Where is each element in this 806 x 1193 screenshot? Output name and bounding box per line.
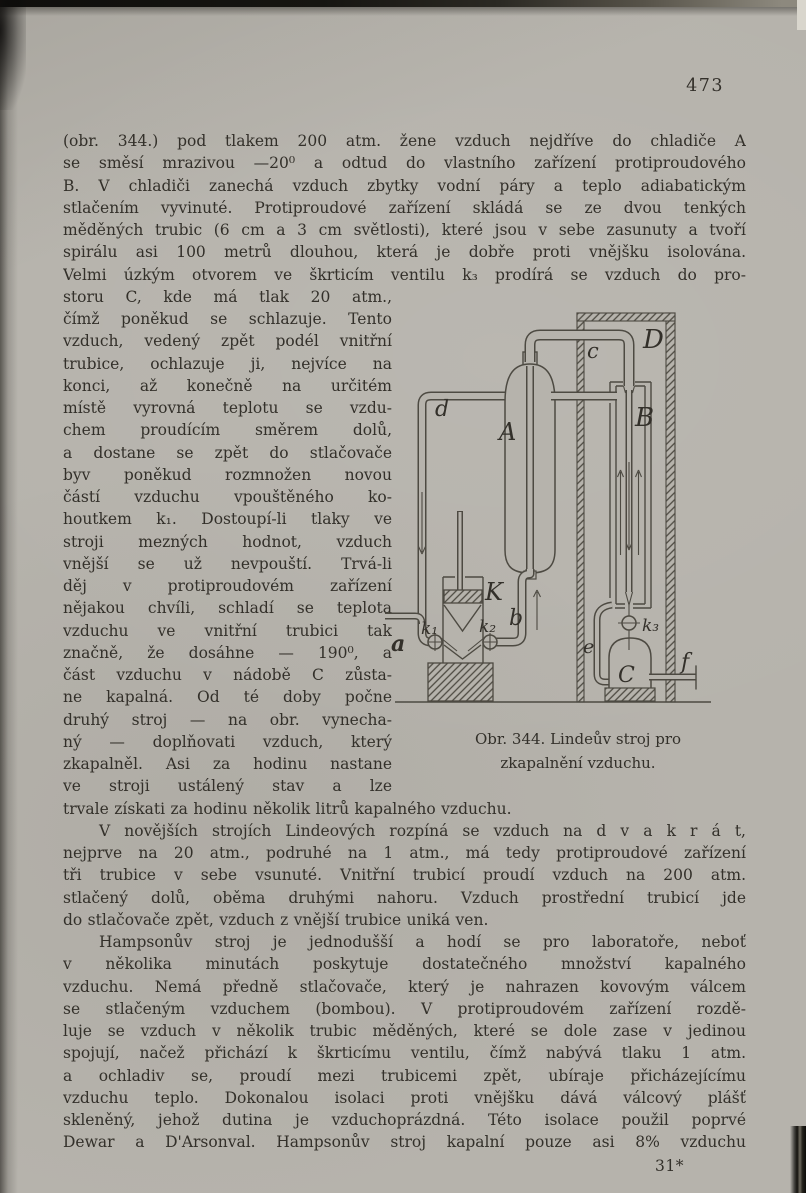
label-d: d (435, 397, 450, 422)
text-line: se stlačeným vzduchem (bombou). V protiproudovém zařízení rozdě- (63, 999, 746, 1018)
text-line: Velmi úzkým otvorem ve škrticím ventilu k₃ prodírá se vzduch do pro- (63, 265, 746, 284)
text-line: trubice, ochlazuje ji, nejvíce na (63, 354, 392, 373)
label-c: c (587, 339, 599, 363)
scan-edge-bottom-right (790, 1126, 806, 1193)
figure-caption (408, 727, 748, 775)
text-line: vzduchu ve vnitřní trubici tak (63, 621, 392, 640)
label-a: a (391, 631, 406, 657)
flow-arrow-up-icon (534, 590, 541, 630)
text-line: B. V chladiči zanechá vzduch zbytky vodní páry a teplo adiabatickým (63, 176, 746, 195)
text-line: měděných trubic (6 cm a 3 cm světlosti), které jsou v sebe zasunuty a tvoří (63, 221, 746, 239)
caption-line: Obr. 344. Lindeův stroj pro (474, 730, 682, 748)
text-line: do stlačovače zpět, vzduch z vnější trubice uniká ven. (63, 910, 489, 929)
label-k1: k₁ (421, 619, 439, 639)
text-line: (obr. 344.) pod tlakem 200 atm. žene vzduch nejdříve do chladiče A (63, 132, 746, 150)
figure-344 (385, 300, 717, 710)
scan-edge-left (0, 0, 18, 1193)
text-line: ve stroji ustálený stav a lze (63, 777, 392, 796)
text-line: spirálu asi 100 metrů dlouhou, která je dobře proti vnějšku isolována. (63, 243, 746, 262)
text-line: místě vyrovná teplotu se vzdu- (63, 399, 392, 417)
text-line: Dewar a D'Arsonval. Hampsonův stroj kapalní pouze asi 8% vzduchu (63, 1133, 746, 1152)
scan-notch-top-right (797, 0, 806, 30)
page-number: 473 (686, 76, 724, 96)
text-line: nějakou chvíli, schladí se teplota (63, 599, 392, 618)
text-line: Hampsonův stroj je jednodušší a hodí se pro laboratoře, neboť (99, 933, 746, 951)
text-line: byv poněkud rozmnožen novou (63, 465, 392, 484)
text-line: konci, až konečně na určitém (63, 376, 392, 395)
pipe-a-inlet (385, 616, 422, 624)
text-line: stlačený dolů, oběma druhými nahoru. Vzduch prostřední trubicí jde (63, 888, 746, 907)
label-b: b (509, 606, 524, 631)
text-line: stlačením vyvinuté. Protiproudové zařízení skládá se ze dvou tenkých (63, 198, 746, 217)
text-line: nejprve na 20 atm., podruhé na 1 atm., má tedy protiproudové zařízení (63, 844, 746, 862)
text-line: skleněný, jehož dutina je vzduchoprázdná. Této isolace použil poprvé (63, 1111, 746, 1129)
text-line: vzduchu teplo. Dokonalou isolaci proti vnějšku dává válcový plášť (63, 1088, 746, 1107)
text-line: vnější se už nevpouští. Trvá-li (63, 554, 392, 573)
base-block-C (605, 688, 655, 701)
text-line: druhý stroj — na obr. vynecha- (63, 710, 392, 729)
text-line: storu C, kde má tlak 20 atm., (63, 287, 392, 306)
compressor-K (428, 511, 493, 701)
scan-edge-top-shadow (0, 7, 806, 16)
text-line: ne kapalná. Od té doby počne (63, 688, 392, 707)
label-k2: k₂ (479, 617, 497, 637)
label-C: C (618, 663, 635, 688)
piston-head (444, 590, 482, 603)
label-A: A (499, 418, 517, 446)
text-line: děj v protiproudovém zařízení (63, 577, 392, 595)
text-line: částí vzduchu vpouštěného ko- (63, 488, 392, 506)
label-e: e (583, 636, 595, 658)
text-line: stroji mezných hodnot, vzduch (63, 532, 392, 551)
label-B: B (635, 403, 655, 433)
text-line: se směsí mrazivou —20⁰ a odtud do vlastního zařízení protiproudového (63, 154, 746, 173)
text-line: vzduchu. Nemá předně stlačovače, který je nahrazen kovovým válcem (63, 977, 746, 996)
scan-edge-top (0, 0, 806, 7)
text-line: tři trubice v sebe vsunuté. Vnitřní trubicí proudí vzduch na 200 atm. (63, 866, 746, 885)
text-line: luje se vzduch v několik trubic měděných, které se dole zase v jedinou (63, 1022, 746, 1040)
scan-corner-shadow (0, 0, 26, 110)
text-line: trvale získati za hodinu několik litrů kapalného vzduchu. (63, 799, 512, 818)
label-k3: k₃ (642, 616, 660, 636)
text-line: značně, že dosáhne — 190⁰, a (63, 643, 392, 662)
linde-machine-diagram (385, 300, 717, 710)
text-line: vzduch, vedený zpět podél vnitřní (63, 332, 392, 351)
cooler-vessel-A (505, 352, 555, 579)
label-K: K (485, 578, 503, 606)
text-line: čímž poněkud se schlazuje. Tento (63, 310, 392, 328)
text-line: část vzduchu v nádobě C zůsta- (63, 666, 392, 684)
text-line: a ochladiv se, proudí mezi trubicemi zpět, ubíraje přicházejícímu (63, 1066, 746, 1085)
text-line: spojují, načež přichází k škrticímu ventilu, čímž nabývá tlaku 1 atm. (63, 1044, 746, 1063)
text-line: houtkem k₁. Dostoupí-li tlaky ve (63, 510, 392, 529)
text-line: ný — doplňovati vzduch, který (63, 732, 392, 751)
caption-line: zkapalnění vzduchu. (500, 754, 656, 772)
text-line: v několika minutách poskytuje dostatečného množství kapalného (63, 955, 746, 974)
label-f: f (681, 650, 690, 675)
signature-mark: 31* (655, 1157, 684, 1175)
label-D: D (643, 325, 664, 355)
text-line: a dostane se zpět do stlačovače (63, 443, 392, 462)
text-line: V novějších strojích Lindeových rozpíná se vzduch na d v a k r á t, (99, 821, 746, 840)
base-block-K (428, 663, 493, 701)
text-line: chem proudícím směrem dolů, (63, 421, 392, 440)
text-line: zkapalněl. Asi za hodinu nastane (63, 755, 392, 773)
